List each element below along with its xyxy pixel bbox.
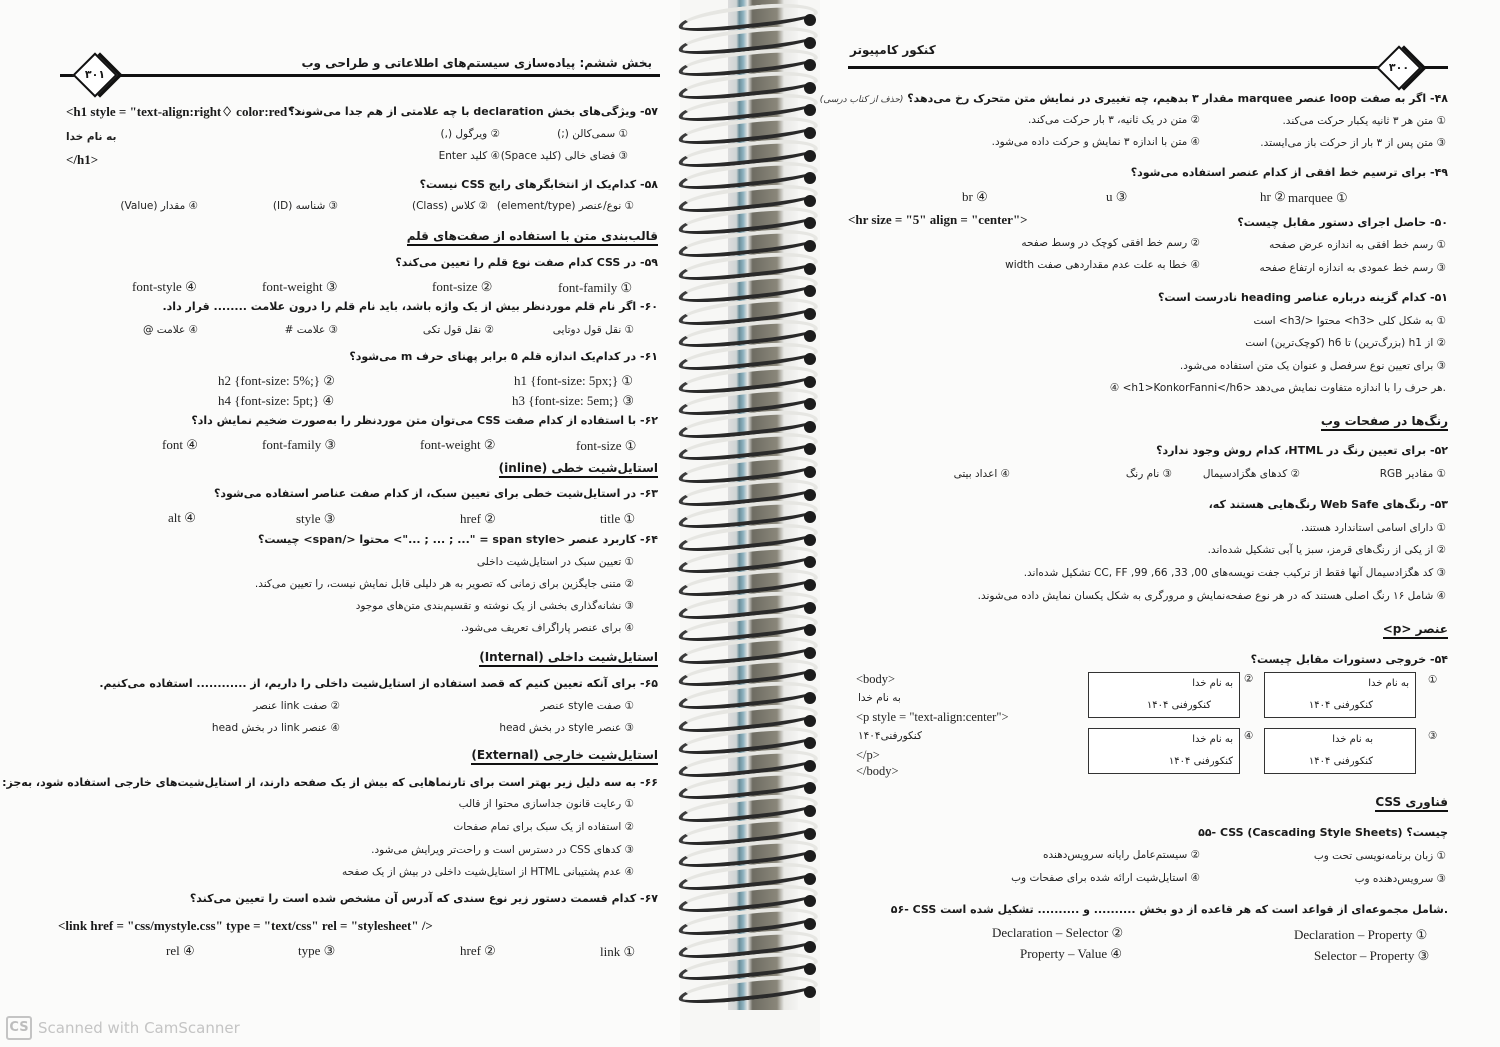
spiral-coil-end [804, 534, 816, 546]
spiral-coil-end [804, 150, 816, 162]
question-67: ۶۷- کدام قسمت دستور زیر نوع سندی که آدرس آن مشخص شده است را تعیین می‌کند؟ [189, 892, 658, 905]
question-58: ۵۸- کدام‌یک از انتخابگرهای رایج CSS نیست؟ [419, 178, 658, 191]
q48-option-1[interactable]: ① متن هر ۳ ثانیه یکبار حرکت می‌کند. [1282, 115, 1446, 127]
q49-option-3[interactable]: u ③ [1106, 189, 1128, 204]
question-49: ۴۹- برای ترسیم خط افقی از کدام عنصر استفاده می‌شود؟ [1130, 166, 1448, 179]
q52-option-3[interactable]: ③ نام رنگ [1125, 468, 1172, 480]
spiral-coil-end [804, 760, 816, 772]
q66-option-3[interactable]: ③ کدهای CSS در دسترس است و راحت‌تر ویرایش می‌شود. [371, 844, 634, 856]
q63-option-4[interactable]: alt ④ [168, 510, 196, 525]
q53-option-4[interactable]: ④ شامل ۱۶ رنگ اصلی هستند که در هر نوع صفحه‌نمایش و مرورگری به شکل یکسان نمایش داده می‌شوند. [977, 590, 1446, 602]
question-52: ۵۲- برای تعیین رنگ در HTML، کدام روش وجود ندارد؟ [1156, 444, 1448, 457]
q49-option-2[interactable]: hr ② [1260, 189, 1286, 204]
section-heading-p-element: عنصر <p> [1383, 622, 1448, 639]
question-54: ۵۴- خروجی دستورات مقابل چیست؟ [1250, 653, 1448, 666]
q66-option-1[interactable]: ① رعایت قانون جداسازی محتوا از قالب [458, 798, 634, 810]
section-heading-external-stylesheet: استایل‌شیت خارجی (External) [471, 748, 658, 765]
question-56: ۵۶- CSS شامل مجموعه‌ای از قواعد است که هر قاعده از دو بخش .......... و .......... تشکیل شده است. [890, 903, 1448, 916]
spiral-coil-end [804, 963, 816, 975]
q54-option-3-box[interactable]: به نام خدا کنکورفنی ۱۴۰۴ [1264, 728, 1416, 774]
left-page [0, 0, 680, 1047]
question-48-note: (حذف از کتاب درسی) [819, 95, 904, 105]
q50-option-4[interactable]: ④ خطا به علت عدم مقداردهی صفت width [1005, 259, 1200, 271]
q62-option-2[interactable]: font-weight ② [420, 437, 496, 452]
q59-option-4[interactable]: font-style ④ [132, 279, 197, 294]
q53-option-1[interactable]: ① دارای اسامی استاندارد هستند. [1300, 522, 1446, 534]
question-53: ۵۳- رنگ‌های Web Safe رنگ‌هایی هستند که، [1208, 498, 1448, 511]
q49-option-4[interactable]: br ④ [962, 189, 988, 204]
spiral-coil-end [804, 285, 816, 297]
section-heading-inline-stylesheet: استایل‌شیت خطی (inline) [499, 461, 658, 478]
question-62: ۶۲- با استفاده از کدام صفت CSS می‌توان متن موردنظر را به‌صورت ضخیم نمایش داد؟ [191, 414, 658, 427]
q61-option-4[interactable]: h4 {font-size: 5pt;} ④ [218, 393, 335, 408]
question-50: ۵۰- حاصل اجرای دستور مقابل چیست؟ [1237, 216, 1448, 229]
q55-option-1[interactable]: ① زبان برنامه‌نویسی تحت وب [1313, 850, 1446, 862]
page-number: ۳۰۰ [1388, 61, 1410, 74]
section-heading-internal-stylesheet: استایل‌شیت داخلی (Internal) [479, 650, 658, 667]
page-number-badge [72, 52, 118, 98]
q67-option-1[interactable]: link ① [600, 944, 636, 959]
spiral-coil-end [804, 941, 816, 953]
q65-option-1[interactable]: ① صفت style عنصر [540, 700, 634, 712]
q57-code-line2: به نام خدا [66, 131, 117, 143]
q57-option-4[interactable]: ④ کلید Enter [438, 150, 500, 162]
spiral-coil-end [804, 669, 816, 681]
q61-option-2[interactable]: h2 {font-size: 5%;} ② [218, 373, 335, 388]
q58-option-3[interactable]: ③ شناسه (ID) [272, 200, 338, 212]
q54-code-line5: </p> [856, 748, 880, 762]
q50-option-3[interactable]: ③ رسم خط عمودی به اندازه ارتفاع صفحه [1259, 262, 1446, 274]
q54-option-1-box[interactable]: به نام خدا کنکورفنی ۱۴۰۴ [1264, 672, 1416, 718]
q57-option-3[interactable]: ③ فضای خالی (کلید Space) [500, 150, 628, 162]
q57-code-line1: <h1 style = "text-align:right♢ color:red"> [66, 104, 302, 119]
spiral-coil-end [804, 489, 816, 501]
chapter-title: بخش ششم: پیاده‌سازی سیستم‌های اطلاعاتی و طراحی وب [297, 56, 652, 70]
q61-option-1[interactable]: h1 {font-size: 5px;} ① [514, 373, 634, 388]
q54-code-line4: کنکورفنی۱۴۰۴ [858, 730, 922, 742]
page-header-300 [848, 38, 1448, 88]
spiral-coil-end [804, 511, 816, 523]
spiral-coil-end [804, 353, 816, 365]
section-heading-web-colors: رنگ‌ها در صفحات وب [1321, 414, 1448, 431]
q51-option-1[interactable]: ① به شکل کلی <h3> محتوا </h3> است [1253, 315, 1446, 327]
q56-option-3[interactable]: Selector – Property ③ [1314, 948, 1430, 963]
spiral-coil-end [804, 240, 816, 252]
q66-option-4[interactable]: ④ عدم پشتیبانی HTML از استایل‌شیت داخلی در بیش از یک صفحه [342, 866, 634, 878]
spiral-coil-end [804, 715, 816, 727]
q54-code-line3: <p style = "text-align:center"> [856, 710, 1009, 724]
q63-option-3[interactable]: style ③ [296, 511, 336, 526]
spiral-coil-end [804, 330, 816, 342]
q66-option-2[interactable]: ② استفاده از یک سبک برای تمام صفحات [453, 821, 634, 833]
q59-option-1[interactable]: font-family ① [558, 280, 633, 295]
q50-code: <hr size = "5" align = "center"> [848, 212, 1028, 227]
header-rule [60, 74, 660, 77]
q54-option-4-box[interactable]: به نام خدا کنکورفنی ۱۴۰۴ [1088, 728, 1240, 774]
question-63: ۶۳- در استایل‌شیت خطی برای تعیین سبک، از کدام صفت عناصر استفاده می‌شود؟ [213, 487, 658, 500]
question-51: ۵۱- کدام گزینه درباره عناصر heading نادرست است؟ [1158, 291, 1448, 304]
page-number: ۳۰۱ [84, 68, 106, 81]
question-57: ۵۷- ویژگی‌های بخش declaration با چه علامتی از هم جدا می‌شوند؟ [288, 105, 658, 118]
question-66: ۶۶- به سه دلیل زیر بهتر است برای تارنماهایی که بیش از یک صفحه دارند، از استایل‌شیت‌های خارجی استفاده شود، به‌جز: [2, 776, 658, 789]
spiral-coil-end [804, 59, 816, 71]
page-header-301 [60, 48, 660, 98]
q54-marker-4[interactable]: ④ [1244, 730, 1254, 742]
spiral-coil-end [804, 873, 816, 885]
q54-code-line2: به نام خدا [858, 692, 901, 704]
q58-option-2[interactable]: ② کلاس (Class) [411, 200, 488, 212]
spiral-coil-end [804, 376, 816, 388]
q53-option-2[interactable]: ② از یکی از رنگ‌های قرمز، سبز یا آبی تشکیل شده‌اند. [1207, 544, 1446, 556]
question-61: ۶۱- در کدام‌یک اندازه قلم ۵ برابر پهنای حرف m می‌شود؟ [349, 350, 658, 363]
spiral-coil-end [804, 466, 816, 478]
q48-option-3[interactable]: ③ متن پس از ۳ بار از حرکت باز می‌ایستد. [1260, 137, 1446, 149]
q51-option-2[interactable]: ② از h1 (بزرگ‌ترین) تا h6 (کوچک‌ترین) است [1245, 337, 1446, 349]
camscanner-logo-icon: CS [6, 1016, 32, 1040]
q50-option-1[interactable]: ① رسم خط افقی به اندازه عرض صفحه [1269, 239, 1446, 251]
question-60: ۶۰- اگر نام قلم موردنظر بیش از یک واژه باشد، باید نام قلم را درون علامت ........ قرار داد. [162, 300, 658, 313]
q49-option-1[interactable]: marquee ① [1288, 190, 1348, 205]
q59-option-2[interactable]: font-size ② [432, 279, 493, 294]
q62-option-1[interactable]: font-size ① [576, 438, 637, 453]
q55-option-2[interactable]: ② سیستم‌عامل رایانه سرویس‌دهنده [1043, 849, 1200, 861]
book-title: کنکور کامپیوتر [850, 43, 940, 57]
spiral-coil-end [804, 895, 816, 907]
q52-option-4[interactable]: ④ اعداد بیتی [953, 468, 1010, 480]
spiral-coil-end [804, 195, 816, 207]
spiral-coil-end [804, 828, 816, 840]
spiral-coil-end [804, 398, 816, 410]
page-number-badge [1376, 45, 1422, 91]
q53-option-3[interactable]: ③ کد هگزادسیمال آنها فقط از ترکیب جفت نویسه‌های 00, 33, 66, 99, CC, FF تشکیل شده‌اند. [1023, 567, 1446, 579]
q51-option-3[interactable]: ③ برای تعیین نوع سرفصل و عنوان یک متن استفاده می‌شود. [1179, 360, 1446, 372]
spiral-coil-end [804, 850, 816, 862]
q67-option-3[interactable]: type ③ [298, 943, 336, 958]
question-65: ۶۵- برای آنکه تعیین کنیم که قصد استفاده از استایل‌شیت داخلی را داریم، از ............ استفاده می‌کنیم. [99, 677, 658, 690]
q54-marker-3[interactable]: ③ [1428, 730, 1438, 742]
q67-option-4[interactable]: rel ④ [166, 943, 195, 958]
spiral-coil-end [804, 82, 816, 94]
q58-option-4[interactable]: ④ مقدار (Value) [120, 200, 198, 212]
question-55: ۵۵- CSS (Cascading Style Sheets) چیست؟ [1198, 826, 1448, 839]
spiral-coil-end [804, 37, 816, 49]
q60-option-3[interactable]: ③ علامت # [284, 324, 338, 336]
q67-option-2[interactable]: href ② [460, 943, 496, 958]
q57-option-1[interactable]: ① سمی‌کالن (;) [557, 128, 628, 140]
spiral-coil-end [804, 579, 816, 591]
q62-option-3[interactable]: font-family ③ [262, 437, 337, 452]
question-64: ۶۴- کاربرد عنصر <span style = "... ; ... ; ..."> محتوا </span> چیست؟ [257, 533, 658, 546]
q62-option-4[interactable]: font ④ [162, 437, 198, 452]
q56-option-4[interactable]: Property – Value ④ [1020, 946, 1123, 961]
q50-option-2[interactable]: ② رسم خط افقی کوچک در وسط صفحه [1021, 237, 1200, 249]
section-heading-font-properties: قالب‌بندی متن با استفاده از صفت‌های قلم [407, 229, 658, 246]
q63-option-1[interactable]: title ① [600, 511, 636, 526]
watermark-text: Scanned with CamScanner [38, 1019, 240, 1037]
spiral-coil-end [804, 624, 816, 636]
q58-option-1[interactable]: ① نوع/عنصر (element/type) [496, 200, 634, 212]
q55-option-4[interactable]: ④ استایل‌شیت ارائه شده برای صفحات وب [1011, 872, 1200, 884]
q64-option-2[interactable]: ② متنی جایگزین برای زمانی که تصویر به هر دلیلی قابل نمایش نیست، را تعیین می‌کند. [254, 578, 634, 590]
q65-option-2[interactable]: ② صفت link عنصر [253, 700, 340, 712]
question-48-text: ۴۸- اگر به صفت loop عنصر marquee مقدار ۳ بدهیم، چه تغییری در نمایش متن متحرک رخ می‌دهد؟ [907, 92, 1448, 105]
q52-option-1[interactable]: ① مقادیر RGB [1379, 468, 1446, 480]
q64-option-3[interactable]: ③ نشانه‌گذاری بخشی از یک نوشته و تقسیم‌بندی متن‌های موجود [355, 600, 634, 612]
q54-marker-2[interactable]: ② [1244, 673, 1254, 685]
q51-option-4[interactable]: ④ <h1>KonkorFanni</h6> هر حرف را با اندازه متفاوت نمایش می‌دهد. [1109, 382, 1446, 394]
spiral-coil-end [804, 127, 816, 139]
spiral-coil-end [804, 986, 816, 998]
spiral-coil-end [804, 918, 816, 930]
header-rule [848, 66, 1448, 69]
spiral-binding [668, 0, 828, 1010]
q48-option-2[interactable]: ② متن در یک ثانیه، ۳ بار حرکت می‌کند. [1027, 114, 1200, 126]
spiral-coil-end [804, 308, 816, 320]
q60-option-4[interactable]: ④ علامت @ [142, 324, 198, 336]
q67-code: <link href = "css/mystyle.css" type = "text/css" rel = "stylesheet" /> [58, 918, 433, 933]
q64-option-4[interactable]: ④ برای عنصر پاراگراف تعریف می‌شود. [460, 622, 634, 634]
q54-marker-1[interactable]: ① [1428, 674, 1438, 686]
q59-option-3[interactable]: font-weight ③ [262, 279, 338, 294]
spiral-coil-end [804, 421, 816, 433]
spiral-coil-end [804, 782, 816, 794]
question-59: ۵۹- در CSS کدام صفت نوع قلم را تعیین می‌کند؟ [395, 256, 658, 269]
spiral-coil-end [804, 443, 816, 455]
q57-code-line3: </h1> [66, 152, 99, 167]
spiral-coil-end [804, 647, 816, 659]
spiral-coil-end [804, 263, 816, 275]
q54-option-2-box[interactable]: به نام خدا کنکورفنی ۱۴۰۴ [1088, 672, 1240, 718]
spiral-coil-end [804, 602, 816, 614]
q55-option-3[interactable]: ③ سرویس‌دهنده وب [1354, 873, 1446, 885]
q52-option-2[interactable]: ② کدهای هگزادسیمال [1202, 468, 1300, 480]
q65-option-4[interactable]: ④ عنصر link در بخش head [211, 722, 340, 734]
spiral-coil-end [804, 217, 816, 229]
camscanner-watermark [6, 1016, 240, 1040]
q48-option-4[interactable]: ④ متن با اندازه ۳ نمایش و حرکت داده می‌شود. [991, 136, 1200, 148]
q56-option-2[interactable]: Declaration – Selector ② [992, 925, 1124, 940]
spiral-coil-end [804, 104, 816, 116]
q63-option-2[interactable]: href ② [460, 511, 496, 526]
question-48 [820, 92, 1448, 105]
q65-option-3[interactable]: ③ عنصر style در بخش head [499, 722, 634, 734]
q56-option-1[interactable]: Declaration – Property ① [1294, 927, 1428, 942]
q64-option-1[interactable]: ① تعیین سبک در استایل‌شیت داخلی [476, 556, 634, 568]
q60-option-2[interactable]: ② نقل قول تکی [422, 324, 494, 336]
right-page [820, 0, 1500, 1047]
section-heading-css-technology: فناوری CSS [1375, 795, 1448, 812]
q54-code-line1: <body> [856, 672, 896, 686]
spiral-coil-end [804, 556, 816, 568]
q60-option-1[interactable]: ① نقل قول دوتایی [552, 324, 634, 336]
spiral-coil-end [804, 172, 816, 184]
spiral-coil-end [804, 805, 816, 817]
q54-code-line6: </body> [856, 764, 899, 778]
spiral-coil-end [804, 14, 816, 26]
q57-option-2[interactable]: ② ویرگول (,) [440, 128, 500, 140]
q61-option-3[interactable]: h3 {font-size: 5em;} ③ [512, 393, 634, 408]
spiral-coil-end [804, 692, 816, 704]
spiral-coil-end [804, 737, 816, 749]
